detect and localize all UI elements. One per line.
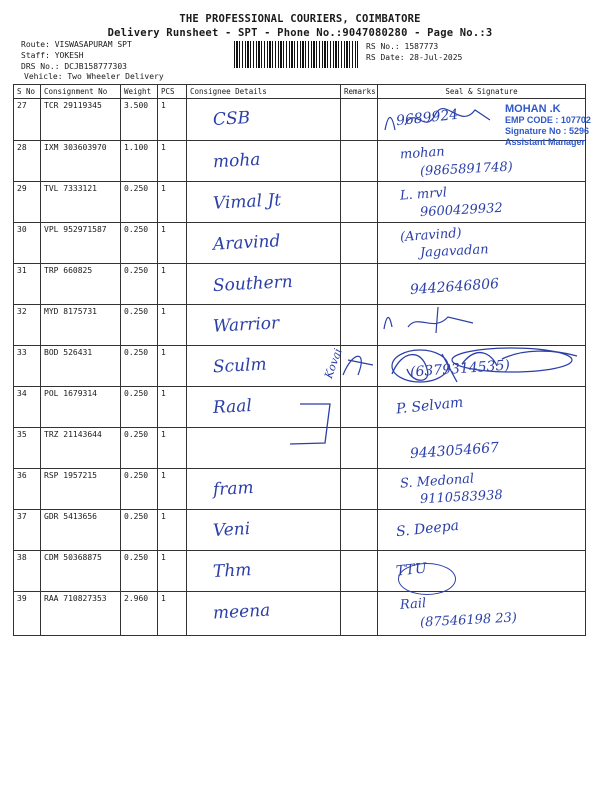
handwritten-signature: L. mrvl: [399, 185, 448, 204]
row-remarks: [341, 99, 378, 141]
stamp-emp-code: EMP CODE : 107702: [505, 115, 591, 125]
row-sno: 33: [14, 346, 41, 387]
row-consignment-no: POL 1679314: [41, 387, 121, 428]
row-weight: 0.250: [121, 428, 158, 469]
row-pcs: 1: [158, 592, 187, 636]
row-sno: 32: [14, 305, 41, 346]
row-weight: 0.250: [121, 182, 158, 223]
handwritten-consignee: Raal: [212, 395, 253, 419]
row-weight: 2.960: [121, 592, 158, 636]
row-weight: 0.250: [121, 551, 158, 592]
row-consignee: [187, 510, 341, 551]
row-consignee: [187, 99, 341, 141]
table-row: [14, 305, 586, 346]
company-title: THE PROFESSIONAL COURIERS, COIMBATORE: [179, 13, 421, 25]
row-remarks: [341, 551, 378, 592]
row-weight: 1.100: [121, 141, 158, 182]
col-weight: Weight: [121, 85, 158, 99]
rs-number: RS No.: 1587773: [366, 42, 439, 51]
handwritten-consignee: Vimal Jt: [212, 190, 282, 214]
col-remarks: Remarks: [341, 85, 378, 99]
row-consignment-no: GDR 5413656: [41, 510, 121, 551]
handwritten-consignee: Thm: [212, 560, 252, 582]
row-pcs: 1: [158, 223, 187, 264]
ttu-circle: [398, 563, 456, 595]
row-sno: 35: [14, 428, 41, 469]
row-weight: 0.250: [121, 469, 158, 510]
row-pcs: 1: [158, 428, 187, 469]
stamp-signature-no: Signature No : 5296: [505, 126, 590, 136]
handwritten-consignee: meena: [212, 600, 271, 624]
handwritten-phone: (6379314535): [409, 357, 511, 381]
table-row: [14, 551, 586, 592]
row-pcs: 1: [158, 141, 187, 182]
handwritten-phone: (9865891748): [419, 159, 514, 180]
row-consignee: [187, 141, 341, 182]
row-weight: 0.250: [121, 264, 158, 305]
row-pcs: 1: [158, 510, 187, 551]
table-row: [14, 264, 586, 305]
col-pcs: PCS: [158, 85, 187, 99]
row-sno: 34: [14, 387, 41, 428]
rs-date: RS Date: 28-Jul-2025: [366, 53, 463, 62]
signature-scribble-27: [380, 100, 500, 140]
row-sno: 30: [14, 223, 41, 264]
stamp-designation: Assistant Manager: [505, 137, 586, 147]
row-consignment-no: TCR 29119345: [41, 99, 121, 141]
row-remarks: [341, 305, 378, 346]
row-remarks: [341, 141, 378, 182]
signature-scribble-32: [378, 303, 498, 337]
row-pcs: 1: [158, 264, 187, 305]
row-sno: 36: [14, 469, 41, 510]
row-pcs: 1: [158, 305, 187, 346]
row-sno: 27: [14, 99, 41, 141]
handwritten-signature: S. Deepa: [395, 517, 460, 541]
signature-scribble-33: [382, 344, 582, 388]
handwritten-signature: P. Selvam: [395, 394, 465, 418]
row-weight: 0.250: [121, 223, 158, 264]
handwritten-phone: Jagavadan: [419, 242, 489, 261]
col-signature: Seal & Signature: [378, 85, 586, 99]
handwritten-remarks-note: Kovai: [322, 346, 345, 381]
vehicle-label: Vehicle: Two Wheeler Delivery: [24, 72, 164, 81]
row-consignment-no: RSP 1957215: [41, 469, 121, 510]
row-remarks: [341, 428, 378, 469]
row-sno: 28: [14, 141, 41, 182]
handwritten-consignee: moha: [212, 149, 261, 173]
handwritten-signature: TTU: [395, 560, 428, 580]
handwritten-phone: 9443054667: [409, 439, 500, 463]
table-header-row: [14, 85, 586, 99]
handwritten-phone: 9442646806: [409, 275, 500, 299]
row-pcs: 1: [158, 99, 187, 141]
row-weight: 3.500: [121, 99, 158, 141]
col-consignee: Consignee Details: [187, 85, 341, 99]
col-sno: S No: [14, 85, 41, 99]
row-pcs: 1: [158, 387, 187, 428]
row-pcs: 1: [158, 182, 187, 223]
handwritten-consignee: fram: [212, 477, 255, 501]
table-row: [14, 223, 586, 264]
handwritten-signature: Rail: [399, 596, 427, 613]
row-weight: 0.250: [121, 510, 158, 551]
row-pcs: 1: [158, 346, 187, 387]
barcode: [234, 41, 358, 68]
row-sno: 38: [14, 551, 41, 592]
handwritten-signature: S. Medonal: [399, 471, 475, 492]
handwritten-consignee: Veni: [212, 519, 251, 541]
handwritten-signature: 9689924: [395, 106, 460, 130]
bracket-scribble-34: [285, 398, 335, 448]
handwritten-phone: 9110583938: [419, 487, 504, 508]
handwritten-signature: (Aravind): [399, 225, 463, 246]
row-remarks: [341, 223, 378, 264]
row-pcs: 1: [158, 469, 187, 510]
row-remarks: [341, 387, 378, 428]
assistant-manager-stamp: [505, 104, 597, 148]
row-consignee: [187, 469, 341, 510]
row-remarks: [341, 182, 378, 223]
row-consignment-no: TRP 660825: [41, 264, 121, 305]
row-consignment-no: VPL 952971587: [41, 223, 121, 264]
handwritten-consignee: Sculm: [212, 354, 268, 378]
handwritten-consignee: Warrior: [212, 313, 280, 337]
remarks-scribble-33: [338, 345, 378, 385]
handwritten-signature: mohan: [399, 144, 446, 163]
handwritten-consignee: CSB: [212, 108, 251, 130]
row-remarks: [341, 592, 378, 636]
row-sno: 29: [14, 182, 41, 223]
handwritten-phone: 9600429932: [419, 200, 504, 221]
row-remarks: [341, 264, 378, 305]
route-label: Route: VISWASAPURAM SPT: [21, 40, 132, 49]
row-consignment-no: BOD 526431: [41, 346, 121, 387]
row-weight: 0.250: [121, 346, 158, 387]
row-remarks: [341, 510, 378, 551]
handwritten-consignee: Aravind: [212, 231, 281, 255]
handwritten-phone: (87546198 23): [419, 610, 518, 631]
row-sno: 37: [14, 510, 41, 551]
staff-label: Staff: YOKESH: [21, 51, 84, 60]
row-sno: 39: [14, 592, 41, 636]
col-consignment: Consignment No: [41, 85, 121, 99]
row-consignment-no: CDM 50368875: [41, 551, 121, 592]
row-sno: 31: [14, 264, 41, 305]
drs-number: DRS No.: DCJB158777303: [21, 62, 127, 71]
row-pcs: 1: [158, 551, 187, 592]
table-row: [14, 510, 586, 551]
row-consignee: [187, 551, 341, 592]
row-consignment-no: TVL 7333121: [41, 182, 121, 223]
row-remarks: [341, 469, 378, 510]
row-consignment-no: IXM 303603970: [41, 141, 121, 182]
stamp-name: MOHAN .K: [505, 103, 561, 115]
row-consignment-no: TRZ 21143644: [41, 428, 121, 469]
runsheet-subtitle: Delivery Runsheet - SPT - Phone No.:9047080280 - Page No.:3: [107, 27, 493, 39]
row-consignment-no: RAA 710827353: [41, 592, 121, 636]
row-consignment-no: MYD 8175731: [41, 305, 121, 346]
row-weight: 0.250: [121, 387, 158, 428]
row-weight: 0.250: [121, 305, 158, 346]
handwritten-consignee: Southern: [212, 271, 294, 297]
